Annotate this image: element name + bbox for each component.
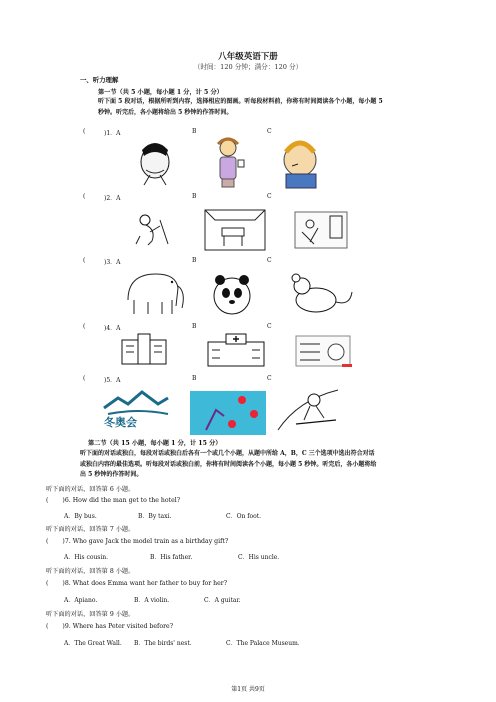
- part2-heading: 第二节（共 15 小题，每小题 1 分，计 15 分）: [88, 440, 222, 447]
- option-a: A．Apiano.: [64, 597, 98, 604]
- option-label-c: C: [267, 193, 272, 200]
- woman-drinking-image: [218, 139, 244, 187]
- question-text: )9. Where has Peter visited before?: [62, 623, 174, 630]
- archery-image: [190, 391, 266, 435]
- option-b: B．His father.: [150, 554, 193, 561]
- answer-paren: (: [46, 623, 49, 630]
- question-6: [46, 497, 466, 504]
- hospital-image: [208, 334, 264, 366]
- school-building-image: [122, 334, 166, 364]
- instruction-line: 或独白内容的最佳选项。听每段对话或独白前，你将有时间阅读各个小题，每小题 5 秒钟。听完后，各小题将给: [80, 460, 377, 468]
- answer-paren: (: [83, 128, 86, 135]
- headache-man-image: [141, 143, 169, 185]
- instruction-line: 听下面 5 段对话，根据所听到内容，选择相应的图画。听每段材料前，你将有时间阅读各个小题，每小题 5: [98, 98, 383, 105]
- option-label-b: B: [192, 128, 197, 135]
- dialogue-lead: 听下面的对话，回答第 8 小题。: [46, 568, 135, 575]
- option-label-b: B: [192, 323, 197, 330]
- option-b: B．The birds' nest.: [134, 640, 192, 647]
- option-a: A．His cousin.: [64, 554, 109, 561]
- answer-paren: (: [46, 538, 49, 545]
- answer-paren: (: [83, 323, 86, 330]
- option-label-b: B: [192, 257, 197, 264]
- panda-image: [214, 275, 250, 314]
- winter-olympics-logo-image: [104, 392, 168, 414]
- question-text: )7. Who gave Jack the model train as a birthday gift?: [62, 538, 229, 545]
- question-text: )6. How did the man get to the hotel?: [62, 497, 181, 504]
- option-label-c: C: [267, 375, 272, 382]
- option-label-b: B: [192, 193, 197, 200]
- question-8: [46, 580, 466, 587]
- instruction-line: 秒钟。听完后，各小题将给出 5 秒钟的作答时间。: [98, 108, 233, 116]
- option-b: B．A violin.: [134, 597, 170, 604]
- option-c: C．His uncle.: [238, 554, 280, 561]
- section-heading: 一、听力理解: [80, 76, 119, 84]
- option-c: C．The Palace Museum．: [226, 640, 304, 647]
- dialogue-lead: 听下面的对话，回答第 9 小题。: [46, 611, 135, 618]
- question-number: )3．A: [104, 259, 121, 266]
- logo-caption: 冬奥会: [104, 416, 137, 429]
- skiing-image: [278, 390, 338, 430]
- part2-instructions: [80, 449, 470, 481]
- toothache-boy-image: [284, 143, 316, 188]
- exam-info: （时间：120 分钟；满分：120 分）: [193, 63, 303, 71]
- question-9: [46, 623, 466, 630]
- option-label-b: B: [192, 375, 197, 382]
- question-8-options: [0, 595, 496, 605]
- question-number: )2．A: [104, 195, 121, 202]
- page-footer: 第1页 共9页: [231, 686, 265, 693]
- question-text: )8. What does Emma want her father to buy for her?: [62, 580, 228, 587]
- dialogue-lead: 听下面的对话，回答第 7 小题。: [46, 526, 135, 533]
- instruction-line: 出 5 秒钟的作答时间。: [80, 471, 143, 478]
- answer-paren: (: [46, 497, 49, 504]
- elephant-image: [128, 274, 183, 314]
- kitchen-cooking-image: [295, 212, 347, 248]
- answer-paren: (: [46, 580, 49, 587]
- answer-paren: (: [83, 375, 86, 382]
- question-number: )4．A: [104, 325, 121, 332]
- answer-paren: (: [83, 257, 86, 264]
- page-title: 八年级英语下册: [218, 52, 278, 62]
- question-number: )1．A: [104, 130, 121, 137]
- instruction-line: 听下面的对话或独白，每段对话或独白后各有一个或几个小题，从题中所给 A，B，C 三个选项中选出符合对话: [80, 450, 375, 457]
- option-c: C．On foot.: [226, 513, 262, 520]
- option-b: B．By taxi.: [138, 513, 172, 520]
- option-label-c: C: [267, 128, 272, 135]
- option-a: A．The Great Wall.: [64, 640, 122, 647]
- option-label-c: C: [267, 323, 272, 330]
- question-7: [46, 538, 466, 545]
- part1-heading: 第一节（共 5 小题，每小题 1 分，计 5 分）: [98, 89, 223, 96]
- mouse-image: [292, 274, 352, 312]
- option-c: C．A guitar.: [204, 597, 241, 604]
- boy-sweeping-image: [136, 215, 168, 245]
- supermarket-image: [296, 336, 352, 367]
- answer-paren: (: [83, 193, 86, 200]
- option-a: A．By bus.: [64, 513, 97, 520]
- option-label-c: C: [267, 257, 272, 264]
- question-7-options: [0, 552, 496, 562]
- question-9-options: [0, 638, 496, 648]
- question-number: )5．A: [104, 377, 121, 384]
- question-6-options: [0, 511, 496, 521]
- dialogue-lead: 听下面的对话，回答第 6 小题。: [46, 486, 135, 493]
- room-table-image: [205, 210, 265, 250]
